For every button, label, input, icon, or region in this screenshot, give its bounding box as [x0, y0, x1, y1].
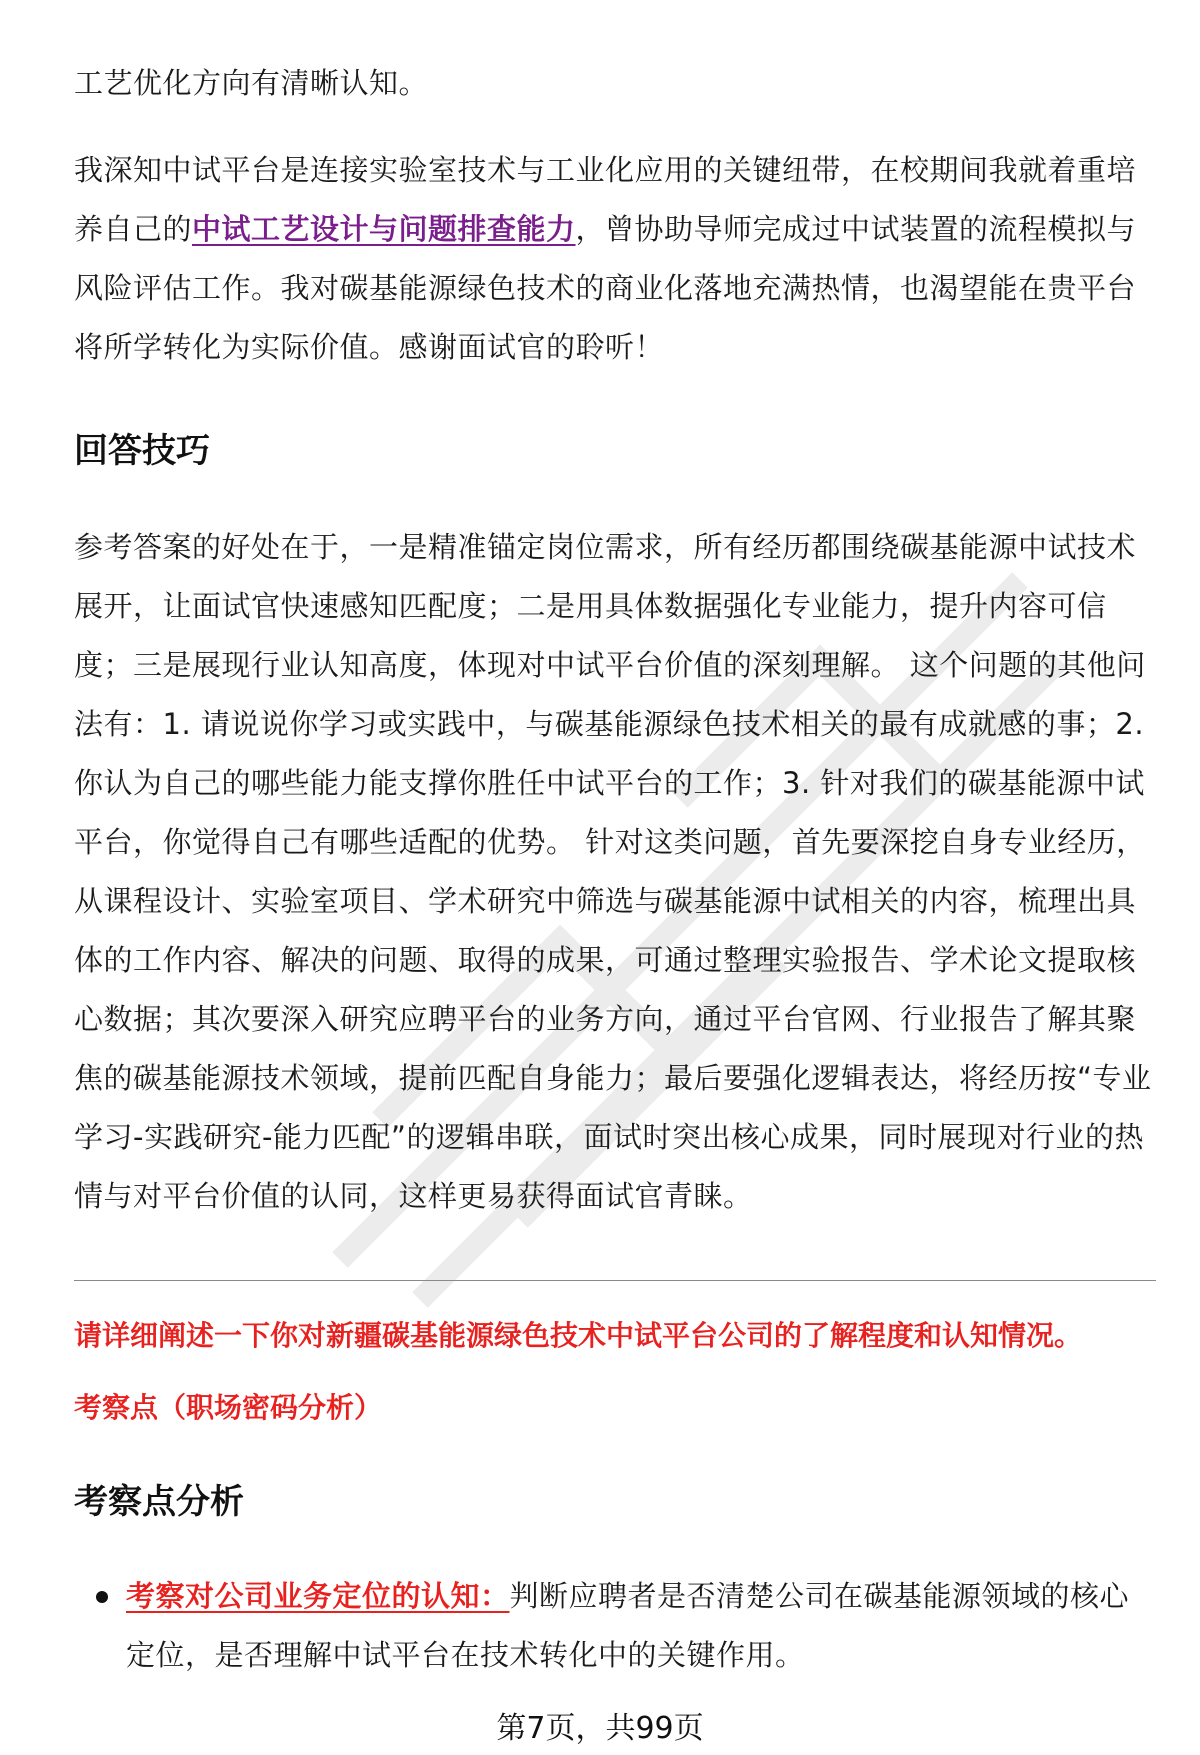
- tips-paragraph: 参考答案的好处在于，一是精准锚定岗位需求，所有经历都围绕碳基能源中试技术展开，让面试官快速感知匹配度；二是用具体数据强化专业能力，提升内容可信度；三是展现行业认知高度，体现对中试平台价值的深刻理解。 这个问题的其他问法有：1. 请说说你学习或实践中，与碳基能源绿色技术相关的最有成就感的事；2. 你认为自己的哪些能力能支撑你胜任中试平台的工作；3. 针对我们的碳基能源中试平台，你觉得自己有哪些适配的优势。 针对这类问题，首先要深挖自身专业经历，从课程设计、实验室项目、学术研究中筛选与碳基能源中试相关的内容，梳理出具体的工作内容、解决的问题、取得的成果，可通过整理实验报告、学术论文提取核心数据；其次要深入研究应聘平台的业务方向，通过平台官网、行业报告了解其聚焦的碳基能源技术领域，提前匹配自身能力；最后要强化逻辑表达，将经历按“专业学习-实践研究-能力匹配”的逻辑串联，面试时突出核心成果，同时展现对行业的热情与对平台价值的认同，这样更易获得面试官青睐。: [74, 530, 1152, 1213]
- answer-closing-paragraph: [74, 141, 1154, 377]
- heading-answer-tips: 回答技巧: [74, 431, 210, 471]
- bullet-label: 考察对公司业务定位的认知：: [126, 1579, 510, 1613]
- kaochadian-label: 考察点（职场密码分析）: [74, 1391, 383, 1424]
- heading-analysis: 考察点分析: [74, 1482, 244, 1522]
- para-text-before: 我深知中试平台是连接实验室技术与工业化应用的关键纽带，在校期间我就着重培养自己的: [74, 153, 1137, 246]
- highlight-skill: 中试工艺设计与问题排查能力: [192, 212, 576, 246]
- bullet-dot-icon: [96, 1591, 108, 1603]
- section-divider: [74, 1280, 1156, 1281]
- para-text-after: ，曾协助导师完成过中试装置的流程模拟与风险评估工作。我对碳基能源绿色技术的商业化落地充满热情，也渴望能在贵平台将所学转化为实际价值。感谢面试官的聆听！: [74, 212, 1137, 364]
- interview-question: 请详细阐述一下你对新疆碳基能源绿色技术中试平台公司的了解程度和认知情况。: [74, 1319, 1083, 1352]
- bullet-body: 判断应聘者是否清楚公司在碳基能源领域的核心定位，是否理解中试平台在技术转化中的关键作用。: [126, 1579, 1130, 1672]
- page-number: 第7页，共99页: [496, 1711, 704, 1746]
- bullet-text: [126, 1567, 1156, 1685]
- list-item: [126, 1567, 1156, 1685]
- intro-tail-paragraph: 工艺优化方向有清晰认知。: [74, 66, 429, 100]
